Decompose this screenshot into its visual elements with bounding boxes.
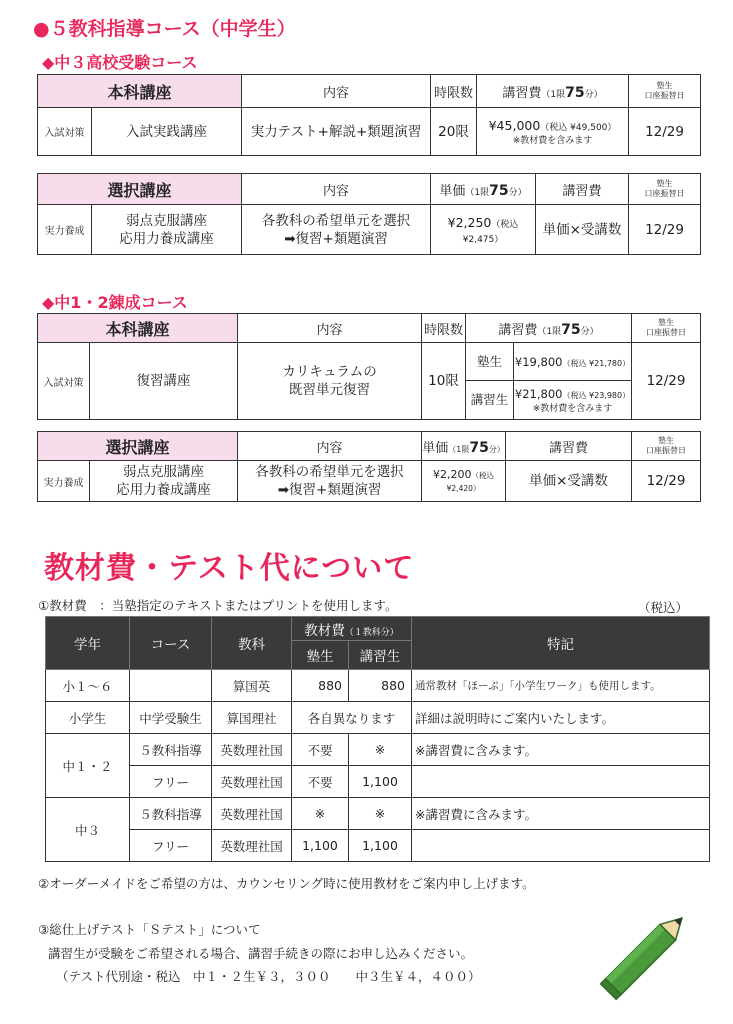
note-cell: 通常教材「ほーぷ」「小学生ワーク」も使用します。: [412, 670, 710, 702]
table-row: [46, 670, 710, 702]
course-cell: ５教科指導: [130, 734, 212, 766]
header-fee: 講習費: [536, 174, 629, 205]
juku-cell: 1,100: [292, 830, 349, 862]
course-cell: [130, 670, 212, 702]
row-category: 実力養成: [38, 461, 90, 502]
grade-cell: 小学生: [46, 702, 130, 734]
koshu-cell: ※: [349, 734, 412, 766]
row-content: 各教科の希望単元を選択 ➡復習+類題演習: [242, 205, 431, 255]
course3-main-table: [37, 74, 701, 156]
row-price: ¥2,250（税込¥2,475）: [431, 205, 536, 255]
row-fee: ¥45,000（税込 ¥49,500） ※教材費を含みます: [477, 108, 629, 156]
juku-cell: 880: [292, 670, 349, 702]
koshu-cell: 1,100: [349, 830, 412, 862]
row-content: 各教科の希望単元を選択 ➡復習+類題演習: [238, 461, 422, 502]
koshu-cell: 1,100: [349, 766, 412, 798]
grade-cell: 中１・２: [46, 734, 130, 798]
subject-cell: 英数理社国: [212, 734, 292, 766]
grade-cell: 中３: [46, 798, 130, 862]
note-stest-price: （テスト代別途・税込 中１・２生￥３，３００ 中３生￥４，４００）: [56, 969, 481, 984]
note-cell: [412, 766, 710, 798]
course12-option-table: [37, 431, 701, 502]
header-naiyo: 内容: [238, 432, 422, 461]
header-material-fee: 教材費（１教科分）: [292, 617, 412, 641]
note-cell: 詳細は説明時にご案内いたします。: [412, 702, 710, 734]
section2-title: 教材費・テスト代について: [44, 551, 415, 586]
juku-cell: 不要: [292, 766, 349, 798]
header-fee: 講習費（1限75分）: [466, 314, 632, 343]
header-sentaku: 選択講座: [38, 174, 242, 205]
note-cell: [412, 830, 710, 862]
table-row: [46, 702, 710, 734]
header-note: 特記: [412, 617, 710, 670]
course-cell: フリー: [130, 830, 212, 862]
header-subject: 教科: [212, 617, 292, 670]
juku-fee: ¥19,800（税込 ¥21,780）: [514, 343, 632, 381]
section1-title: ●５教科指導コース（中学生）: [33, 18, 296, 40]
subject-cell: 英数理社国: [212, 798, 292, 830]
header-juku: 塾生: [292, 641, 349, 670]
subject-cell: 算国理社: [212, 702, 292, 734]
row-course-name: 入試実践講座: [92, 108, 242, 156]
note-materials: ①教材費 ：当塾指定のテキストまたはプリントを使用します。: [38, 598, 398, 613]
header-naiyo: 内容: [242, 75, 431, 108]
note-custom-order: ②オーダーメイドをご希望の方は、カウンセリング時に使用教材をご案内申し上げます。: [38, 876, 535, 891]
row-jigen: 20限: [431, 108, 477, 156]
header-honka: 本科講座: [38, 314, 238, 343]
header-fee: 講習費（1限75分）: [477, 75, 629, 108]
course-cell: 中学受験生: [130, 702, 212, 734]
note-stest-title: ③総仕上げテスト「Ｓテスト」について: [38, 922, 261, 937]
course3-title: ◆中３高校受験コース: [42, 53, 198, 72]
subject-cell: 英数理社国: [212, 830, 292, 862]
tax-note: （税込）: [638, 600, 689, 615]
header-jigen: 時限数: [422, 314, 466, 343]
juku-cell: ※: [292, 798, 349, 830]
subject-cell: 英数理社国: [212, 766, 292, 798]
row-date: 12/29: [629, 205, 701, 255]
header-naiyo: 内容: [238, 314, 422, 343]
header-tanka: 単価（1限75分）: [422, 432, 506, 461]
note-cell: ※講習費に含みます。: [412, 734, 710, 766]
table-row: [46, 798, 710, 830]
koshu-cell: 880: [349, 670, 412, 702]
course12-main-table: [37, 313, 701, 420]
header-naiyo: 内容: [242, 174, 431, 205]
row-date: 12/29: [629, 108, 701, 156]
materials-table: [45, 616, 710, 862]
header-course: コース: [130, 617, 212, 670]
koshu-label: 講習生: [466, 381, 514, 420]
koshu-cell: ※: [349, 798, 412, 830]
row-content: 実力テスト+解説+類題演習: [242, 108, 431, 156]
table-row: [46, 830, 710, 862]
header-date: 塾生 口座振替日: [632, 432, 701, 461]
row-date: 12/29: [632, 461, 701, 502]
row-jigen: 10限: [422, 343, 466, 420]
header-grade: 学年: [46, 617, 130, 670]
row-course-name: 弱点克服講座 応用力養成講座: [90, 461, 238, 502]
header-sentaku: 選択講座: [38, 432, 238, 461]
row-price: ¥2,200（税込¥2,420）: [422, 461, 506, 502]
header-date: 塾生 口座振替日: [629, 174, 701, 205]
note-cell: ※講習費に含みます。: [412, 798, 710, 830]
fee-cell: 各自異なります: [292, 702, 412, 734]
koshu-fee: ¥21,800（税込 ¥23,980） ※教材費を含みます: [514, 381, 632, 420]
table-row: [46, 734, 710, 766]
note-stest-body: 講習生が受験をご希望される場合、講習手続きの際にお申し込みください。: [48, 946, 474, 961]
header-koshu: 講習生: [349, 641, 412, 670]
course3-option-table: [37, 173, 701, 255]
row-course-name: 復習講座: [90, 343, 238, 420]
header-jigen: 時限数: [431, 75, 477, 108]
course-cell: フリー: [130, 766, 212, 798]
subject-cell: 算国英: [212, 670, 292, 702]
row-course-name: 弱点克服講座 応用力養成講座: [92, 205, 242, 255]
row-fee: 単価×受講数: [536, 205, 629, 255]
row-date: 12/29: [632, 343, 701, 420]
table-row: [46, 766, 710, 798]
row-category: 入試対策: [38, 343, 90, 420]
course-cell: ５教科指導: [130, 798, 212, 830]
header-date: 塾生 口座振替日: [632, 314, 701, 343]
juku-label: 塾生: [466, 343, 514, 381]
header-date: 塾生 口座振替日: [629, 75, 701, 108]
grade-cell: 小１〜６: [46, 670, 130, 702]
pencil-icon: [596, 900, 700, 1004]
course12-title: ◆中1・2錬成コース: [42, 293, 188, 312]
juku-cell: 不要: [292, 734, 349, 766]
row-category: 実力養成: [38, 205, 92, 255]
header-honka: 本科講座: [38, 75, 242, 108]
row-category: 入試対策: [38, 108, 92, 156]
row-content: カリキュラムの 既習単元復習: [238, 343, 422, 420]
header-fee: 講習費: [506, 432, 632, 461]
header-tanka: 単価（1限75分）: [431, 174, 536, 205]
row-fee: 単価×受講数: [506, 461, 632, 502]
